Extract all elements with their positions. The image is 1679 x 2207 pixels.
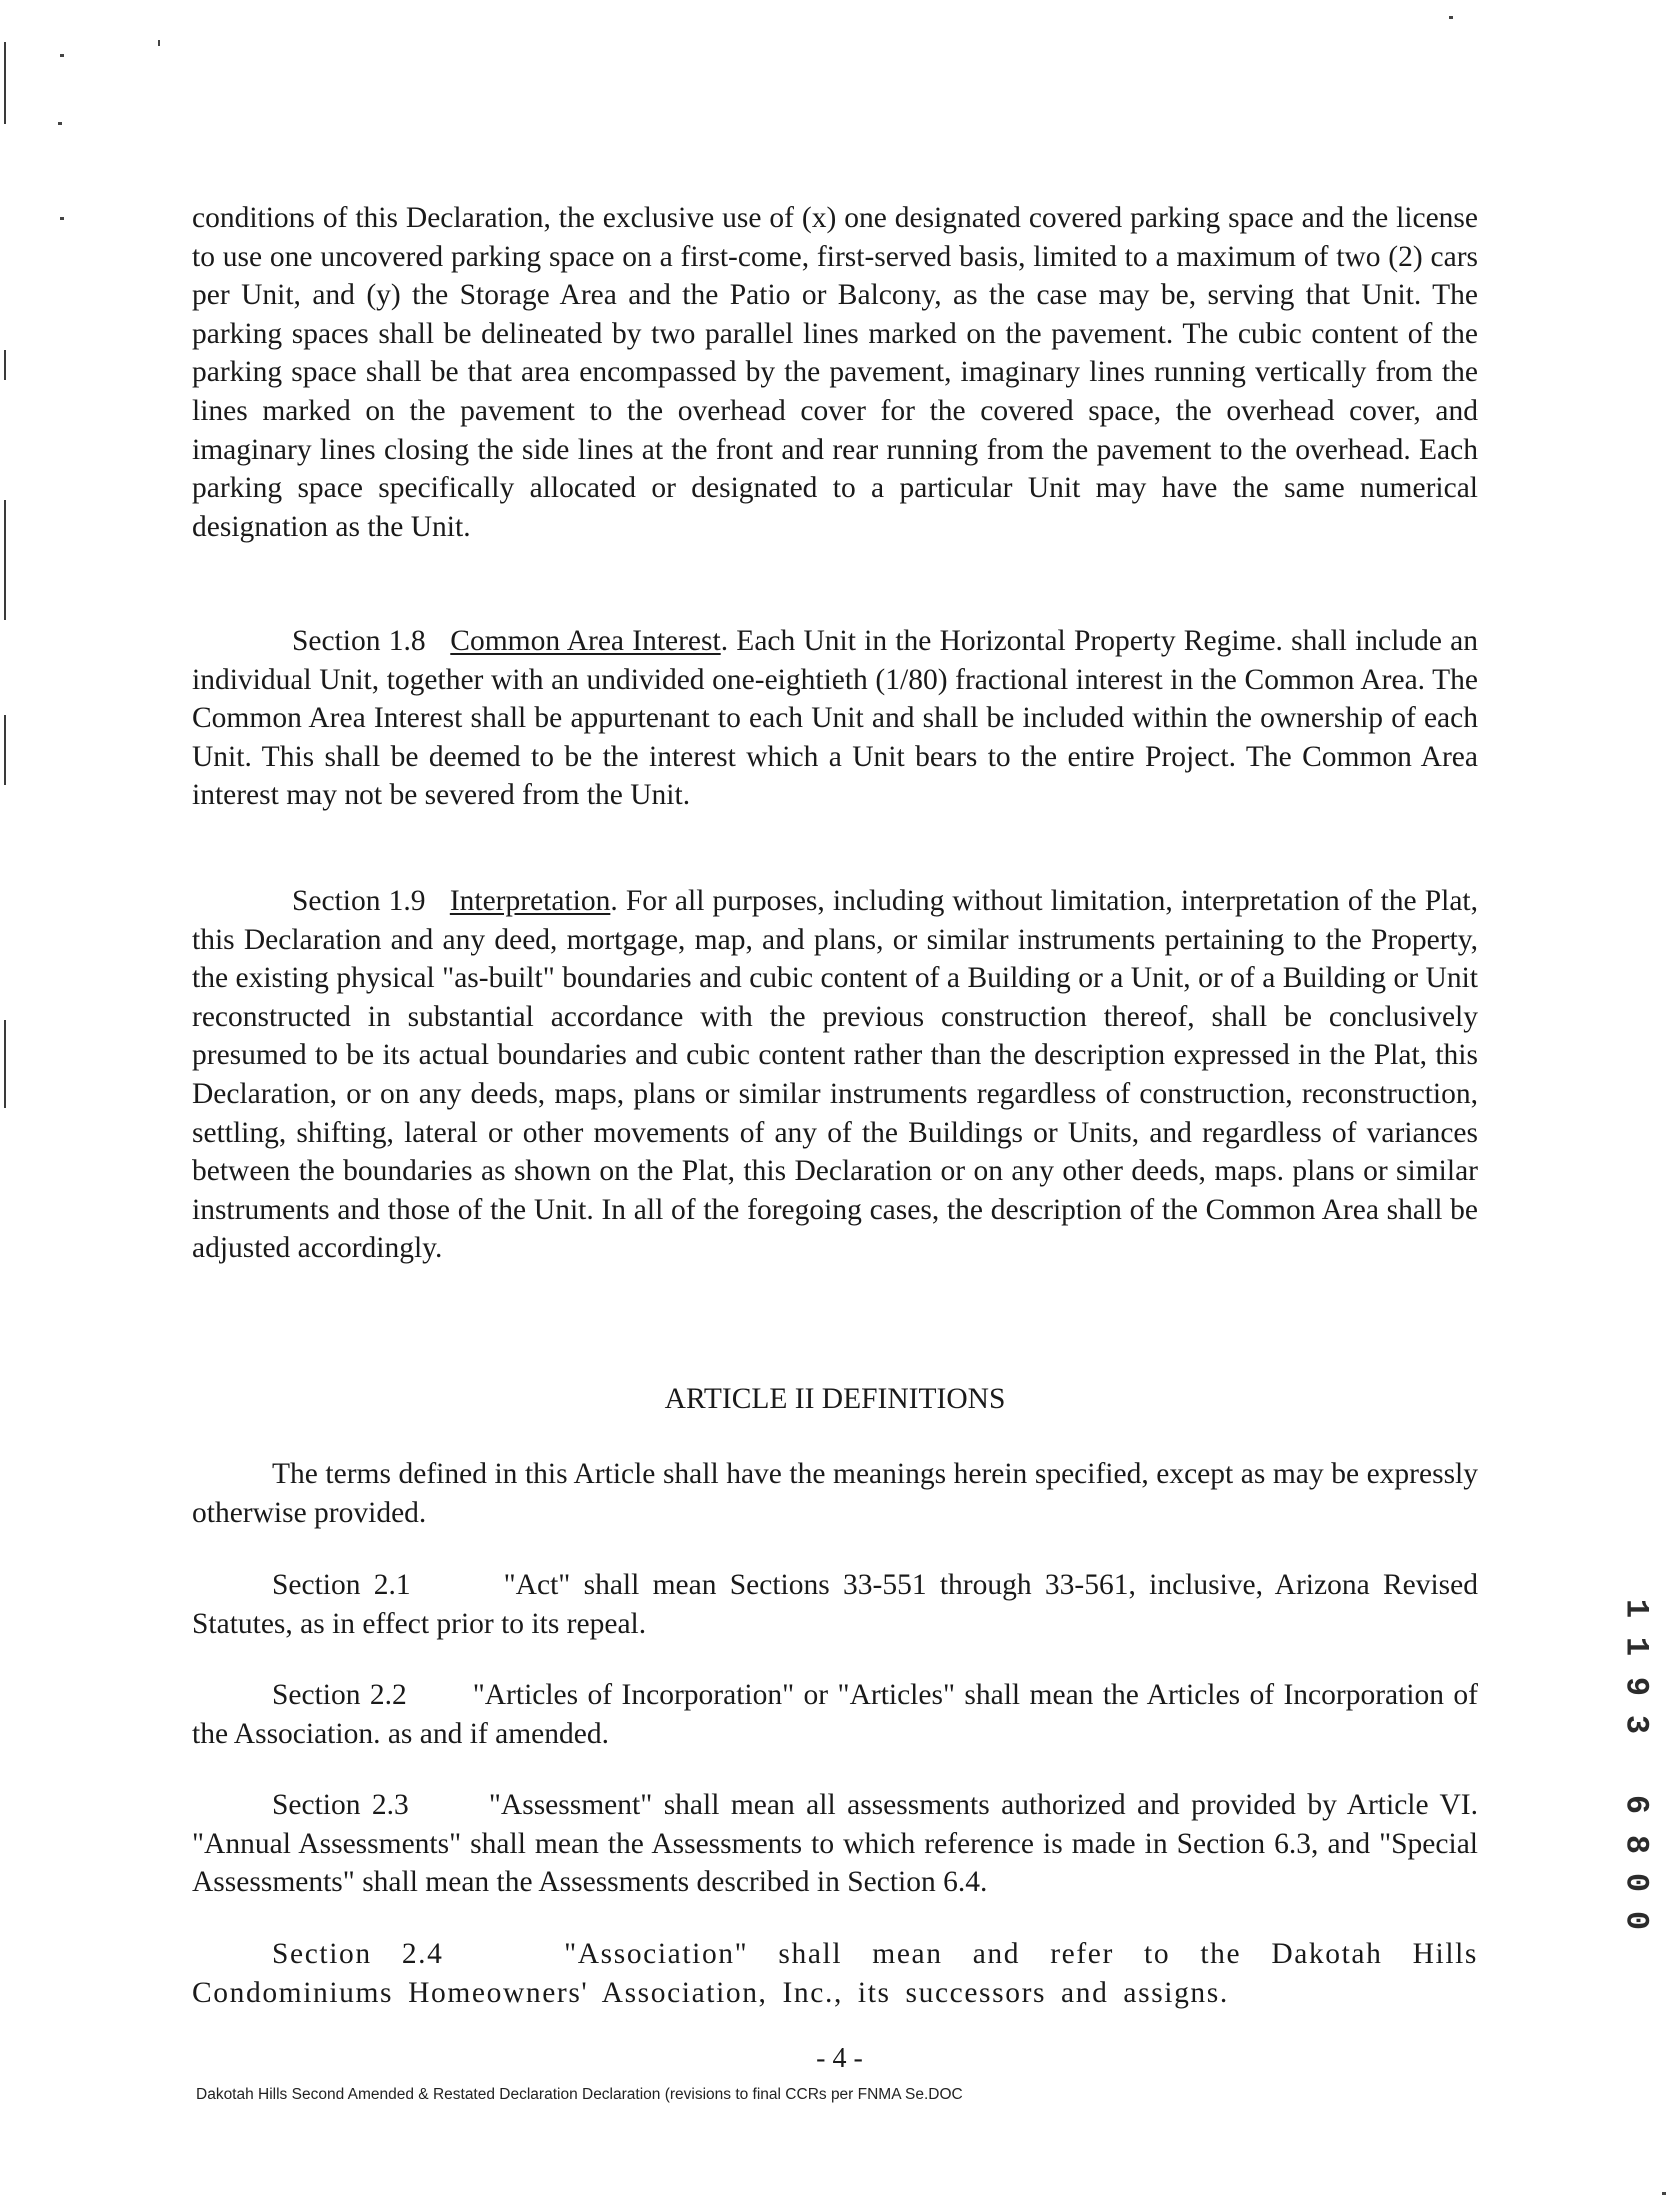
article-intro: The terms defined in this Article shall have the meanings herein specified, except as may be expressly otherwise provided. <box>192 1458 1478 1529</box>
stamp-digit: 0 <box>1617 1910 1655 1931</box>
scan-margin-mark <box>4 715 6 785</box>
definition-text: "Act" shall mean Sections 33-551 through 33-561, inclusive, Arizona Revised Statutes, as in effect prior to its repeal. <box>192 1569 1478 1640</box>
definition-text: "Association" shall mean and refer to the Dakotah Hills Condominiums Homeowners' Association, Inc., its successors and assigns. <box>192 1938 1478 2009</box>
definition-label: Section 2.1 <box>272 1569 411 1601</box>
scan-margin-mark <box>4 1020 6 1108</box>
stamp-digit: 1 <box>1617 1636 1655 1657</box>
stamp-digit: 0 <box>1617 1872 1655 1893</box>
section-1-8-label: Section 1.8 <box>292 625 426 657</box>
scan-speck <box>58 122 62 125</box>
definition-text: "Articles of Incorporation" or "Articles" shall mean the Articles of Incorporation of the Association. as and if amended. <box>192 1679 1478 1750</box>
section-1-8-text: . Each Unit in the Horizontal Property Regime. shall include an individual Unit, together with an undivided one-eightieth (1/80) fractional interest in the Common Area. The Common Area Interest shall be appurtenant to each Unit and shall be included within the ownership of each Unit. This shall be deemed to be the interest which a Unit bears to the entire Project. The Common Area interest may not be severed from the Unit. <box>192 625 1478 812</box>
section-1-9-text: . For all purposes, including without limitation, interpretation of the Plat, this Declaration and any deed, mortgage, map, and plans, or similar instruments pertaining to the Property, the existing physical "as-built" boundaries and cubic content of a Building or a Unit, or of a Building or Unit reconstructed in substantial accordance with the previous construction thereof, shall be conclusively presumed to be its actual boundaries and cubic content rather than the description expressed in the Plat, this Declaration, or on any deeds, maps, plans or similar instruments regardless of construction, reconstruction, settling, shifting, lateral or other movements of any of the Buildings or Units, and regardless of variances between the boundaries as shown on the Plat, this Declaration or on any other deeds, maps. plans or similar instruments and those of the Unit. In all of the foregoing cases, the description of the Common Area shall be adjusted accordingly. <box>192 885 1478 1265</box>
section-1-9-label: Section 1.9 <box>292 885 426 917</box>
section-1-8-title: Common Area Interest <box>450 625 721 657</box>
definition-label: Section 2.3 <box>272 1789 409 1821</box>
scan-speck <box>60 217 64 220</box>
scan-speck <box>1662 2192 1666 2195</box>
section-1-8-paragraph <box>192 622 1478 815</box>
scan-margin-mark <box>4 500 6 620</box>
footer-document-name: Dakotah Hills Second Amended & Restated Declaration Declaration (revisions to final CCRs per FNMA Se.DOC <box>196 2086 963 2103</box>
section-1-9-paragraph <box>192 882 1478 1268</box>
scan-speck <box>158 40 160 46</box>
scan-margin-mark <box>4 42 6 124</box>
definition-section-2-3 <box>192 1786 1478 1902</box>
definition-label: Section 2.2 <box>272 1679 407 1711</box>
stamp-digit: 9 <box>1617 1676 1655 1697</box>
scan-speck <box>1449 16 1453 19</box>
stamp-digit: 1 <box>1617 1598 1655 1619</box>
paragraph-continuation: conditions of this Declaration, the exclusive use of (x) one designated covered parking space and the license to use one uncovered parking space on a first-come, first-served basis, limited to a maximum of two (2) cars per Unit, and (y) the Storage Area and the Patio or Balcony, as the case may be, serving that Unit. The parking spaces shall be delineated by two parallel lines marked on the pavement. The cubic content of the parking space shall be that area encompassed by the pavement, imaginary lines running vertically from the lines marked on the pavement to the overhead cover for the covered space, the overhead cover, and imaginary lines closing the side lines at the front and rear running from the pavement to the overhead. Each parking space specifically allocated or designated to a particular Unit may have the same numerical designation as the Unit. <box>192 202 1478 543</box>
stamp-digit: 6 <box>1617 1794 1655 1815</box>
section-1-9-title: Interpretation <box>449 885 611 917</box>
page-number: - 4 - <box>816 2043 863 2074</box>
definition-section-2-4 <box>192 1935 1478 2012</box>
margin-recording-stamp <box>1616 1590 1656 1930</box>
scan-speck <box>60 54 64 57</box>
article-heading: ARTICLE II DEFINITIONS <box>664 1383 1006 1415</box>
scan-margin-mark <box>4 350 6 380</box>
definition-section-2-1 <box>192 1566 1478 1643</box>
stamp-digit: 8 <box>1617 1834 1655 1855</box>
definition-text: "Assessment" shall mean all assessments authorized and provided by Article VI. "Annual Assessments" shall mean the Assessments to which reference is made in Section 6.3, and "Special Assessments" shall mean the Assessments described in Section 6.4. <box>192 1789 1478 1899</box>
definition-label: Section 2.4 <box>272 1938 444 1970</box>
definition-section-2-2 <box>192 1676 1478 1753</box>
stamp-digit: 3 <box>1617 1714 1655 1735</box>
